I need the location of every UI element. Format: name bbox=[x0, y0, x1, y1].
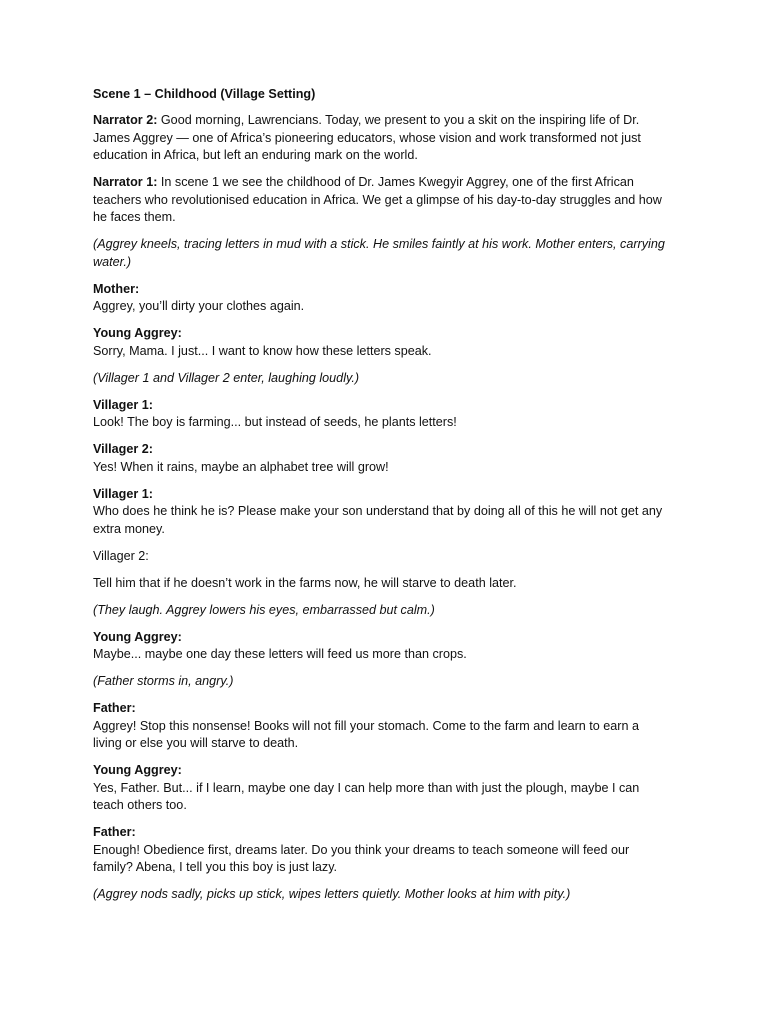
speaker-label: Young Aggrey: bbox=[93, 629, 182, 644]
stage-direction: (Father storms in, angry.) bbox=[93, 674, 234, 688]
father-line bbox=[93, 700, 668, 753]
dialogue-text: Yes! When it rains, maybe an alphabet tree will grow! bbox=[93, 459, 389, 474]
speaker-label: Father: bbox=[93, 701, 136, 715]
dialogue-text: Maybe... maybe one day these letters will feed us more than crops. bbox=[93, 647, 467, 661]
young-aggrey-line bbox=[93, 629, 668, 664]
speaker-label: Villager 1: bbox=[93, 486, 153, 501]
stage-direction: (They laugh. Aggrey lowers his eyes, embarrassed but calm.) bbox=[93, 602, 435, 617]
dialogue-text: Look! The boy is farming... but instead of seeds, he plants letters! bbox=[93, 415, 457, 429]
speaker-label: Young Aggrey: bbox=[93, 763, 182, 777]
speaker-label: Villager 1: bbox=[93, 397, 153, 412]
speaker-label: Mother: bbox=[93, 281, 140, 296]
young-aggrey-line bbox=[93, 325, 668, 360]
villager-1-line bbox=[93, 397, 668, 432]
dialogue-text: Good morning, Lawrencians. Today, we present to you a skit on the inspiring life of Dr. James Aggrey — one of Africa’s pioneering educators, whose vision and work transformed not just education in Africa, but left an enduring mark on the world. bbox=[93, 113, 641, 162]
dialogue-text: Enough! Obedience first, dreams later. Do you think your dreams to teach someone will feed our family? Abena, I tell you this boy is just lazy. bbox=[93, 842, 630, 874]
stage-direction: (Aggrey nods sadly, picks up stick, wipes letters quietly. Mother looks at him with pity.) bbox=[93, 887, 571, 901]
young-aggrey-line bbox=[93, 762, 668, 815]
villager-1-line bbox=[93, 486, 668, 539]
villager-2-speaker: Villager 2: bbox=[93, 548, 149, 563]
speaker-label: Villager 2: bbox=[93, 442, 153, 456]
dialogue-text: Yes, Father. But... if I learn, maybe one day I can help more than with just the plough, maybe I can teach others too. bbox=[93, 780, 640, 812]
dialogue-text: Aggrey! Stop this nonsense! Books will not fill your stomach. Come to the farm and learn to earn a living or else you will starve to death. bbox=[93, 718, 640, 750]
dialogue-text: Aggrey, you’ll dirty your clothes again. bbox=[93, 299, 305, 313]
father-line bbox=[93, 824, 668, 877]
scene-title: Scene 1 – Childhood (Village Setting) bbox=[93, 87, 316, 101]
dialogue-text: Sorry, Mama. I just... I want to know how these letters speak. bbox=[93, 343, 432, 358]
speaker-label: Father: bbox=[93, 825, 136, 839]
speaker-label: Narrator 2: bbox=[93, 113, 158, 127]
speaker-label: Narrator 1: bbox=[93, 175, 158, 189]
mother-line bbox=[93, 281, 668, 316]
dialogue-text: In scene 1 we see the childhood of Dr. James Kwegyir Aggrey, one of the first African teachers who revolutionised education in Africa. We get a glimpse of his day-to-day struggles and how he faces them. bbox=[93, 175, 662, 224]
narrator-1-line bbox=[93, 174, 668, 227]
dialogue-text: Who does he think he is? Please make your son understand that by doing all of this he will not get any extra money. bbox=[93, 504, 663, 536]
villager-2-line bbox=[93, 441, 668, 476]
narrator-2-line bbox=[93, 112, 668, 165]
stage-direction: (Aggrey kneels, tracing letters in mud with a stick. He smiles faintly at his work. Mother enters, carrying water.) bbox=[93, 237, 665, 269]
stage-direction: (Villager 1 and Villager 2 enter, laughing loudly.) bbox=[93, 370, 360, 385]
speaker-label: Young Aggrey: bbox=[93, 326, 182, 340]
villager-2-dialogue: Tell him that if he doesn’t work in the farms now, he will starve to death later. bbox=[93, 575, 517, 590]
